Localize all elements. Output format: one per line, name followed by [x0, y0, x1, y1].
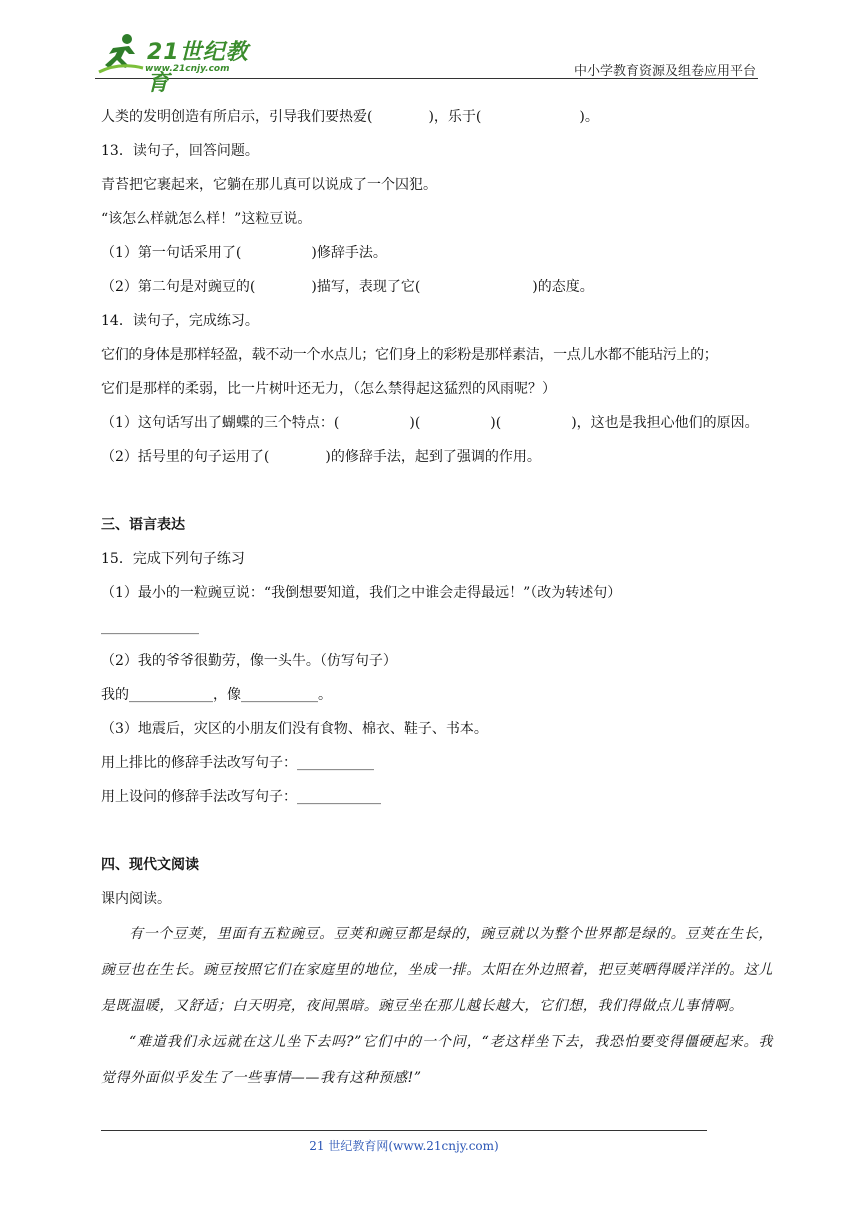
q14-part-1: （1）这句话写出了蝴蝶的三个特点：( )( )( )，这也是我担心他们的原因。 — [101, 415, 759, 431]
q15-part-1-answer-line: ______________ — [101, 619, 199, 635]
q14-title: 14．读句子，完成练习。 — [101, 313, 259, 329]
footer-text: 21 世纪教育网(www.21cnjy.com) — [309, 1139, 499, 1153]
header-platform-label: 中小学教育资源及组卷应用平台 — [573, 64, 756, 79]
q13-sentence-2: “该怎么样就怎么样！”这粒豆说。 — [101, 211, 312, 227]
section-3-heading: 三、语言表达 — [101, 517, 185, 533]
q15-part-1: （1）最小的一粒豌豆说：“我倒想要知道，我们之中谁会走得最远！”（改为转述句） — [101, 585, 622, 601]
q15-part-2-answer: 我的____________，像___________。 — [101, 687, 332, 703]
reading-intro: 课内阅读。 — [101, 891, 171, 907]
q15-part-3: （3）地震后，灾区的小朋友们没有食物、棉衣、鞋子、书本。 — [101, 721, 488, 737]
q15-part-3-parallelism: 用上排比的修辞手法改写句子：___________ — [101, 755, 374, 771]
q13-part-2: （2）第二句是对豌豆的( )描写，表现了它( )的态度。 — [101, 279, 594, 295]
reading-paragraph-2: “难道我们永远就在这儿坐下去吗?”它们中的一个问，“老这样坐下去，我恐怕要变得僵硬起来。我觉得外面似乎发生了一些事情——我有这种预感!” — [101, 1034, 773, 1086]
logo-text: 21世纪教育 — [147, 40, 249, 96]
q14-part-2: （2）括号里的句子运用了( )的修辞手法，起到了强调的作用。 — [101, 449, 541, 465]
page-footer — [101, 1130, 707, 1154]
site-logo — [95, 32, 265, 96]
q14-sentence-2: 它们是那样的柔弱，比一片树叶还无力，（怎么禁得起这猛烈的风雨呢？） — [101, 381, 556, 397]
q12-tail: 人类的发明创造有所启示，引导我们要热爱( )，乐于( )。 — [101, 109, 599, 125]
page-header — [95, 30, 758, 96]
q13-title: 13．读句子，回答问题。 — [101, 143, 259, 159]
section-4-heading: 四、现代文阅读 — [101, 857, 199, 873]
reading-paragraph-1: 有一个豆荚，里面有五粒豌豆。豆荚和豌豆都是绿的，豌豆就以为整个世界都是绿的。豆荚在生长，豌豆也在生长。豌豆按照它们在家庭里的地位，坐成一排。太阳在外边照着，把豆荚晒得暖洋洋的。这儿是既温暖，又舒适；白天明亮，夜间黑暗。豌豆坐在那儿越长越大，它们想，我们得做点儿事情啊。 — [101, 926, 773, 1014]
q13-part-1: （1）第一句话采用了( )修辞手法。 — [101, 245, 387, 261]
q15-title: 15．完成下列句子练习 — [101, 551, 245, 567]
document-body — [101, 100, 773, 1096]
q15-part-3-rhetorical: 用上设问的修辞手法改写句子：____________ — [101, 789, 381, 805]
runner-logo-icon — [95, 32, 147, 76]
q13-sentence-1: 青苔把它裹起来，它躺在那儿真可以说成了一个囚犯。 — [101, 177, 437, 193]
logo-url: www.21cnjy.com — [145, 64, 230, 74]
q15-part-2: （2）我的爷爷很勤劳，像一头牛。（仿写句子） — [101, 653, 397, 669]
q14-sentence-1: 它们的身体是那样轻盈，载不动一个水点儿；它们身上的彩粉是那样素洁，一点儿水都不能玷污上的； — [101, 347, 718, 363]
